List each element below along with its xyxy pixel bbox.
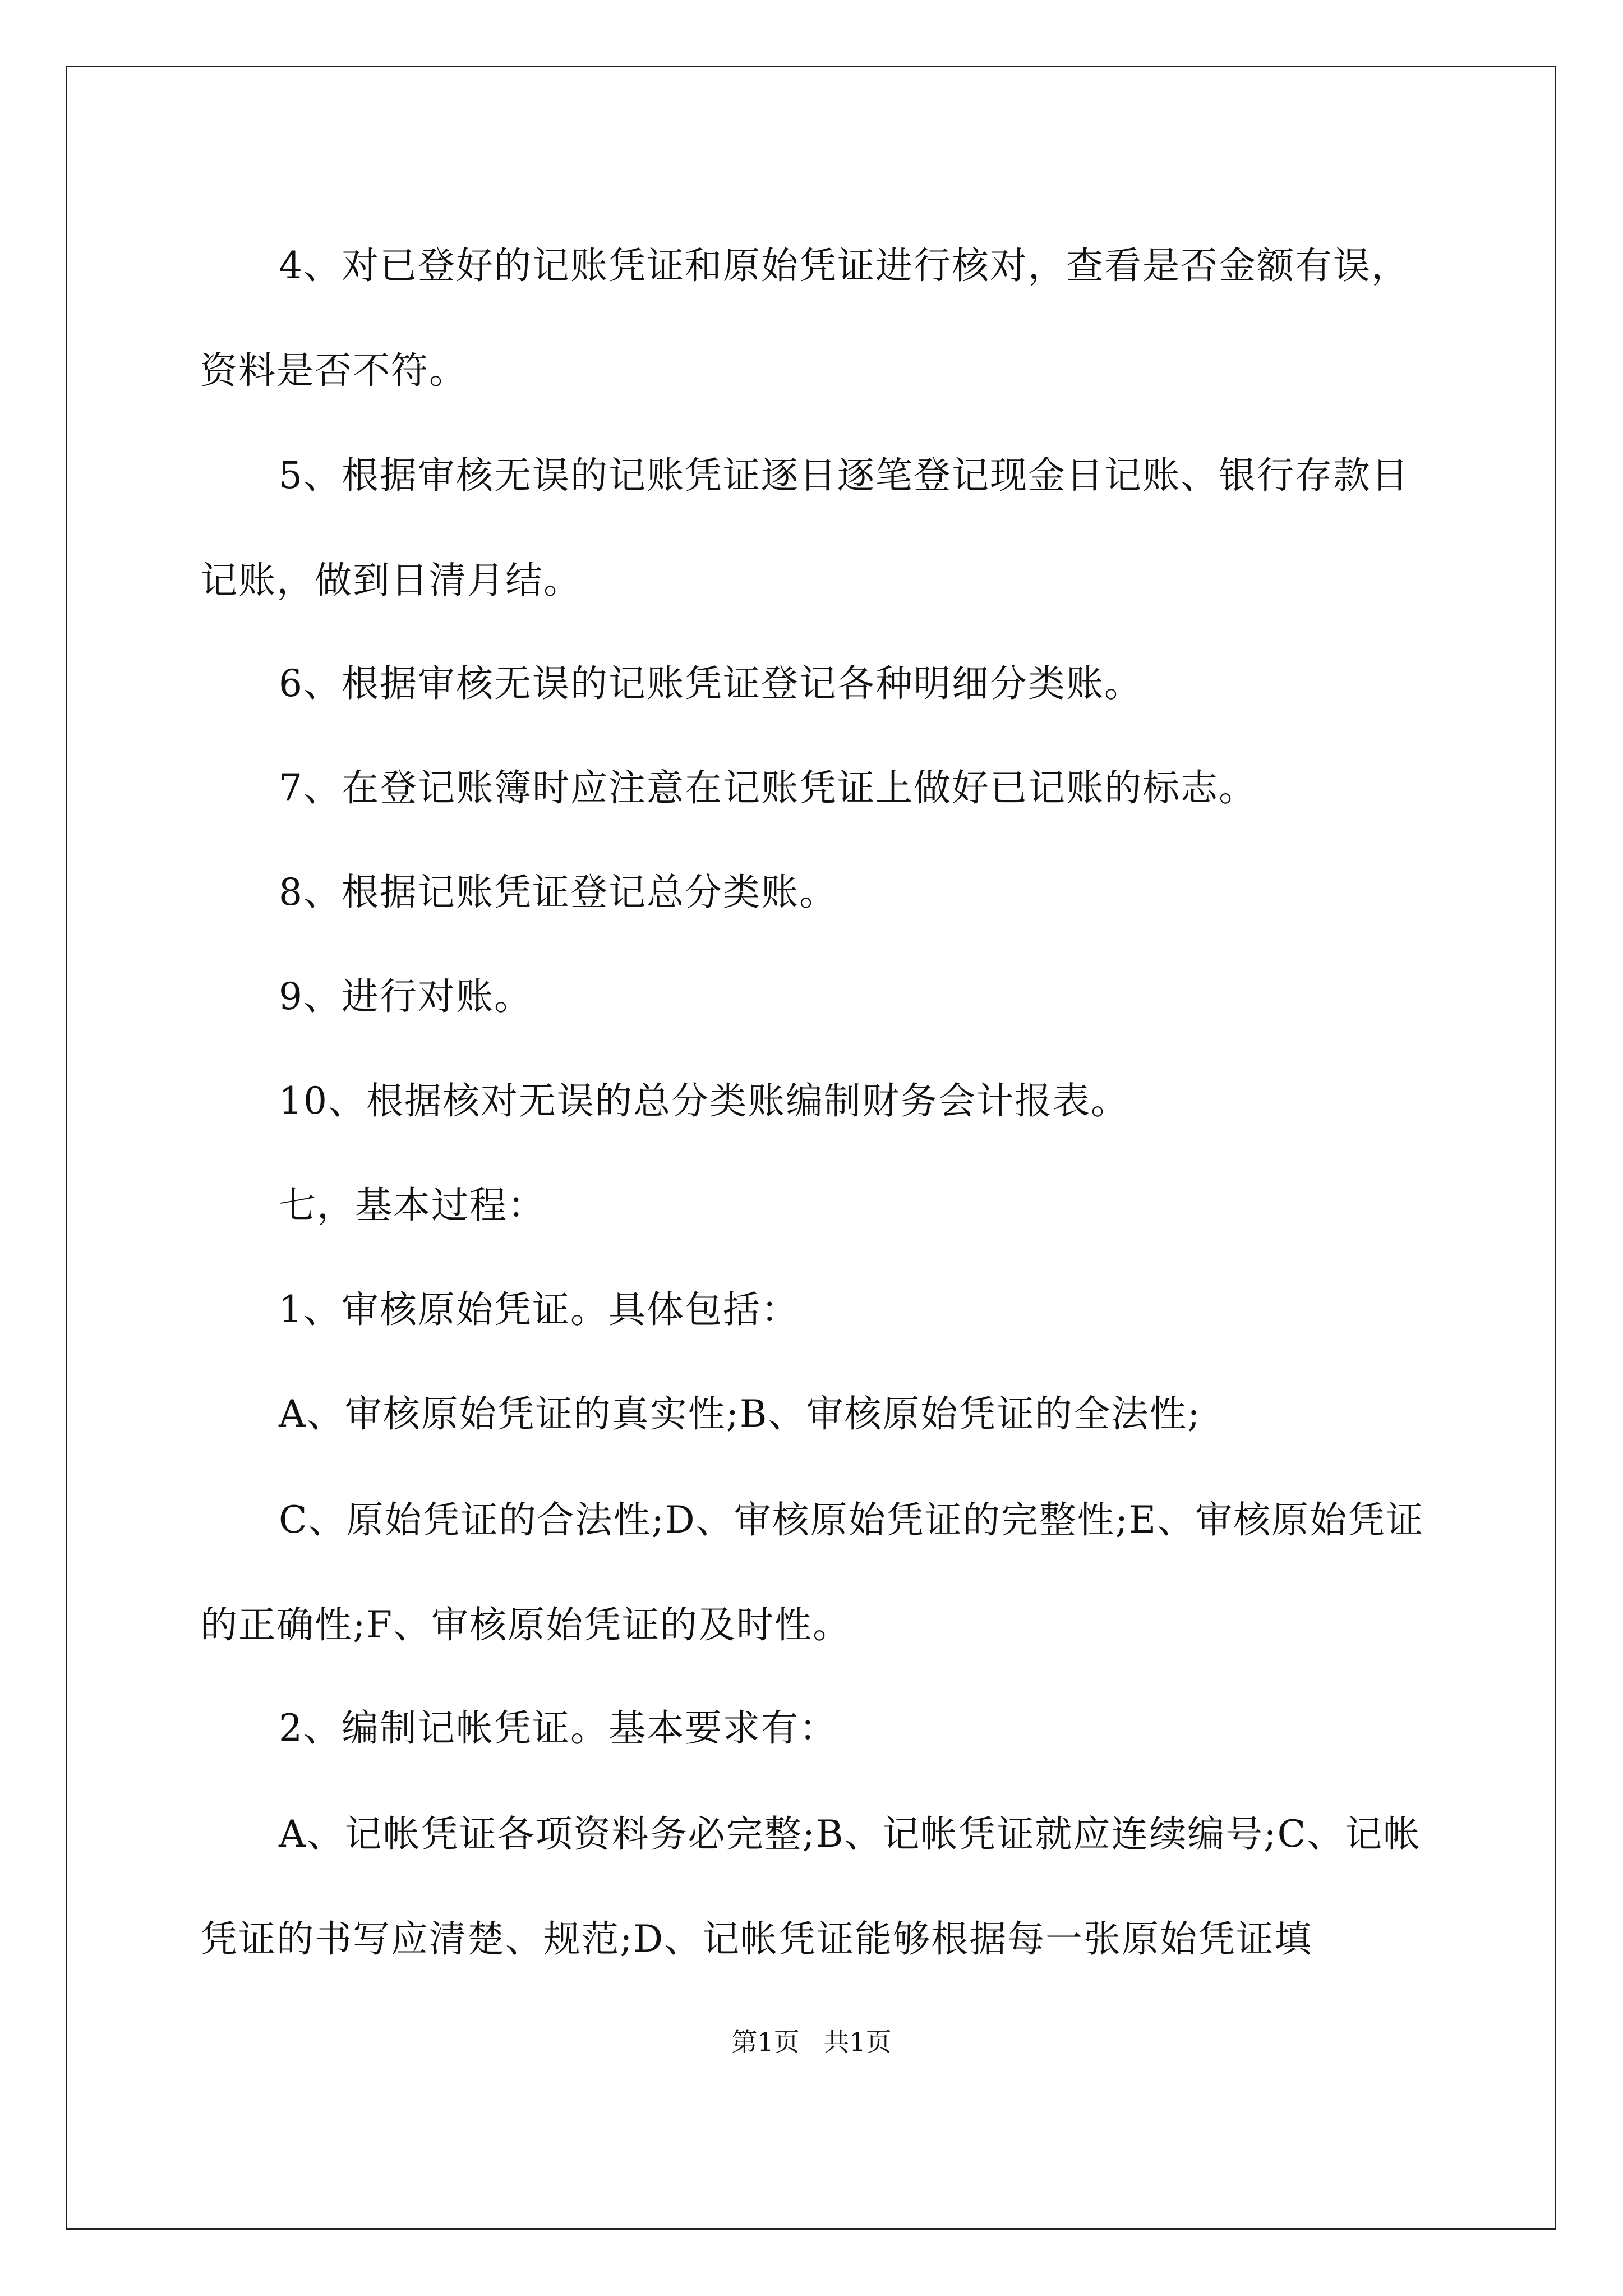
paragraph-item-5: 5、根据审核无误的记账凭证逐日逐笔登记现金日记账、银行存款日记账，做到日清月结。 <box>200 454 1409 602</box>
paragraph-review-points-a-b: A、审核原始凭证的真实性;B、审核原始凭证的全法性; <box>279 1392 1201 1435</box>
paragraph-item-7: 7、在登记账簿时应注意在记账凭证上做好已记账的标志。 <box>279 766 1257 809</box>
paragraph-item-9: 9、进行对账。 <box>279 975 532 1018</box>
document-body <box>200 213 1428 2017</box>
page-total-label: 共1页 <box>823 2027 892 2057</box>
page-footer <box>0 2025 1623 2059</box>
paragraph-prepare-vouchers: 2、编制记帐凭证。基本要求有： <box>279 1706 837 1750</box>
paragraph-voucher-requirements: A、记帐凭证各项资料务必完整;B、记帐凭证就应连续编号;C、记帐凭证的书写应清楚、规范;D、记帐凭证能够根据每一张原始凭证填 <box>200 1812 1422 1961</box>
paragraph-item-6: 6、根据审核无误的记账凭证登记各种明细分类账。 <box>279 662 1142 705</box>
paragraph-review-points-c-f: C、原始凭证的合法性;D、审核原始凭证的完整性;E、审核原始凭证的正确性;F、审核原始凭证的及时性。 <box>200 1498 1424 1646</box>
paragraph-item-4: 4、对已登好的记账凭证和原始凭证进行核对，查看是否金额有误，资料是否不符。 <box>200 244 1409 392</box>
section-heading-basic-process: 七，基本过程： <box>279 1184 546 1227</box>
paragraph-review-original-vouchers: 1、审核原始凭证。具体包括： <box>279 1288 799 1331</box>
page-number-label: 第1页 <box>731 2027 800 2057</box>
paragraph-item-8: 8、根据记账凭证登记总分类账。 <box>279 871 837 914</box>
paragraph-item-10: 10、根据核对无误的总分类账编制财务会计报表。 <box>279 1079 1129 1122</box>
